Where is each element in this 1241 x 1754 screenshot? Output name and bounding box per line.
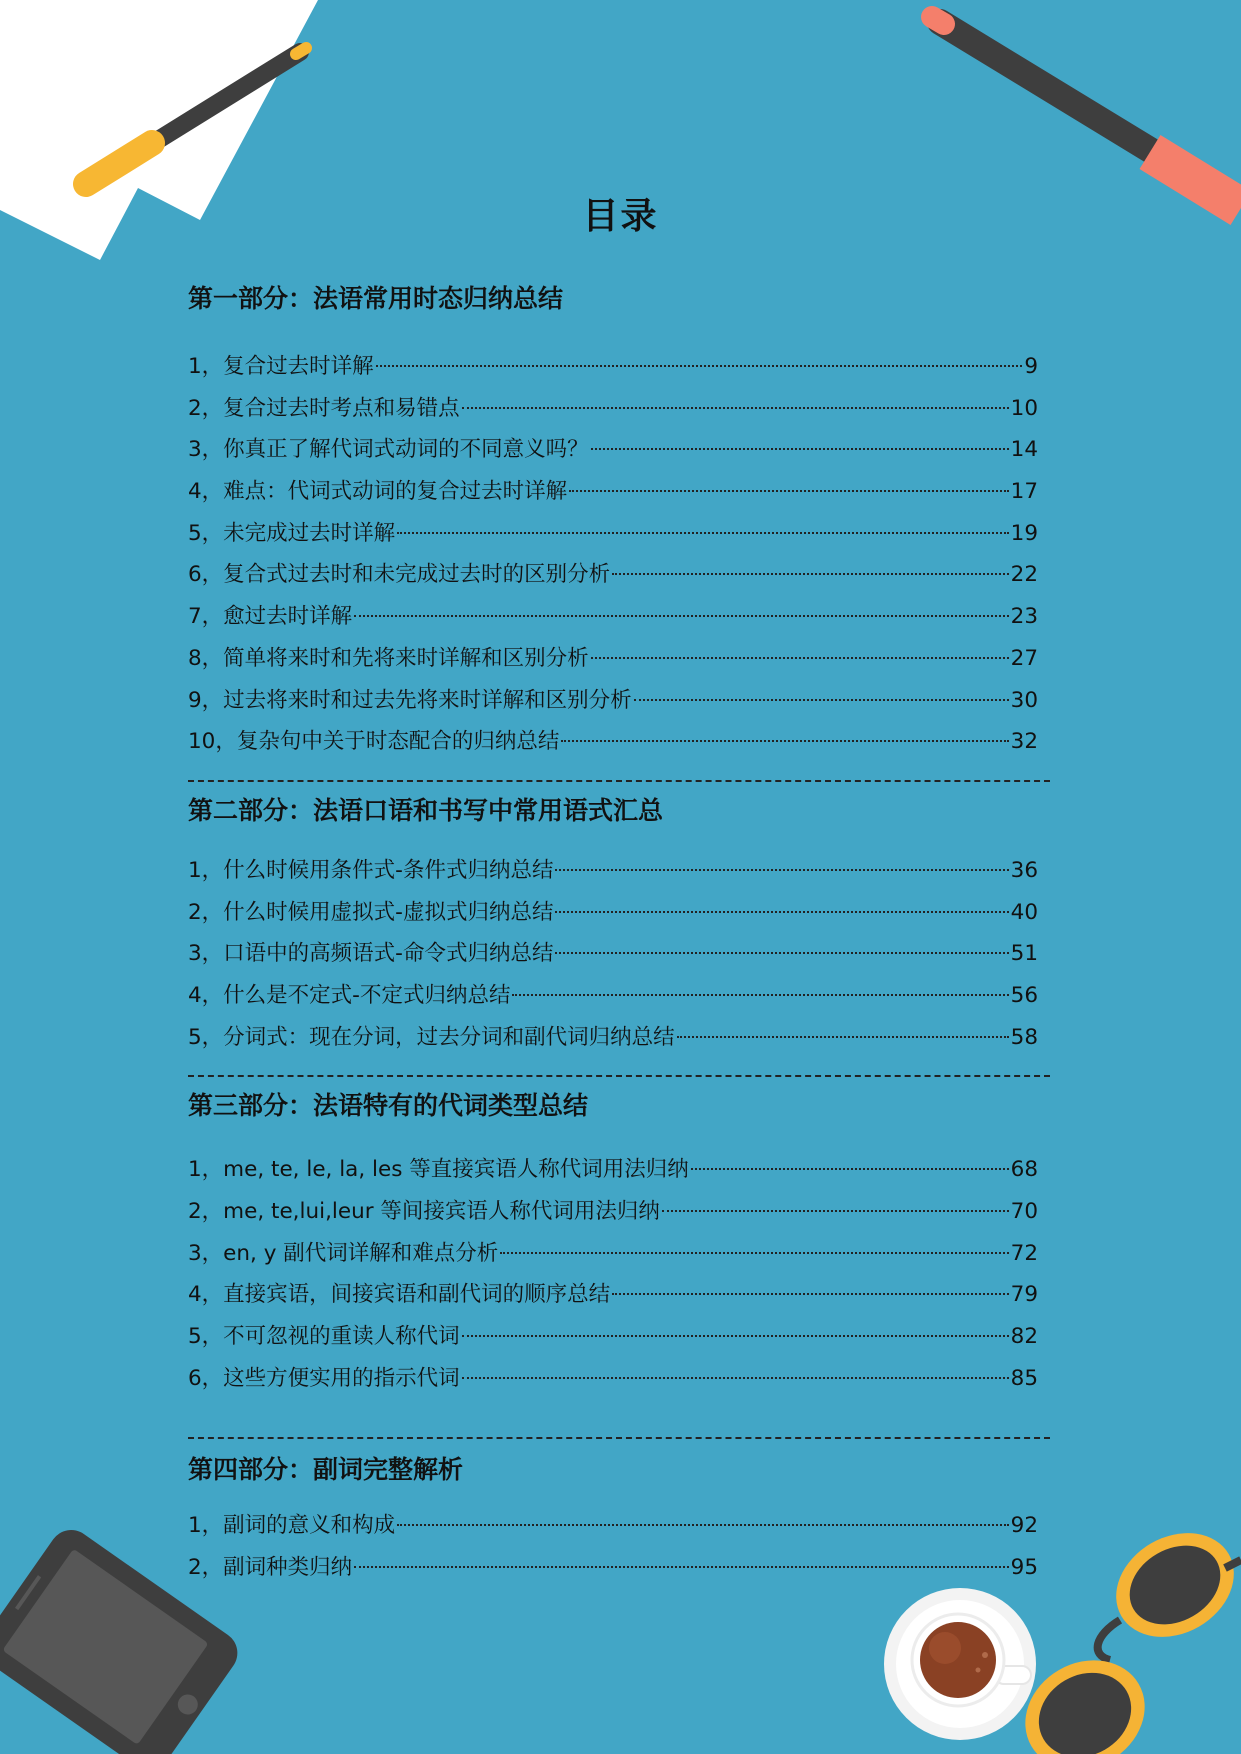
entry-title: 1，复合过去时详解: [188, 354, 374, 379]
dot-leader: [376, 365, 1023, 367]
entry-page-number: 36: [1010, 857, 1038, 883]
toc-entry[interactable]: [188, 596, 1038, 638]
entry-title: 10，复杂句中关于时态配合的归纳总结: [188, 729, 560, 755]
dot-leader: [555, 911, 1008, 913]
toc-entry[interactable]: [188, 1233, 1038, 1275]
entry-title: 6，复合式过去时和未完成过去时的区别分析: [188, 562, 611, 588]
dot-leader: [569, 490, 1008, 492]
entry-page-number: 79: [1010, 1282, 1038, 1308]
entry-page-number: 58: [1010, 1024, 1038, 1050]
dot-leader: [591, 657, 1009, 659]
entry-title: 1，什么时候用条件式-条件式归纳总结: [188, 857, 554, 883]
dot-leader: [561, 740, 1008, 742]
entry-page-number: 30: [1010, 687, 1038, 713]
toc-entry[interactable]: [188, 513, 1038, 555]
entry-title: 2，什么时候用虚拟式-虚拟式归纳总结: [188, 899, 554, 925]
toc-entry[interactable]: [188, 680, 1038, 722]
entry-page-number: 92: [1010, 1513, 1038, 1539]
entry-page-number: 95: [1010, 1555, 1038, 1581]
toc-entry[interactable]: [188, 850, 1038, 892]
dot-leader: [677, 1036, 1009, 1038]
entry-title: 2，副词种类归纳: [188, 1555, 353, 1581]
toc-entry[interactable]: [188, 388, 1038, 430]
entry-page-number: 68: [1010, 1157, 1038, 1183]
toc-entry[interactable]: [188, 1316, 1038, 1358]
toc-entry[interactable]: [188, 1017, 1038, 1059]
entry-page-number: 85: [1010, 1365, 1038, 1391]
entry-page-number: 17: [1010, 479, 1038, 505]
section-heading: 第四部分：副词完整解析: [188, 1455, 464, 1485]
red-marker-icon: [932, 17, 1241, 208]
toc-entry[interactable]: [188, 346, 1038, 388]
toc-entry[interactable]: [188, 471, 1038, 513]
toc-entry[interactable]: [188, 1191, 1038, 1233]
dot-leader: [462, 407, 1009, 409]
entry-title: 9，过去将来时和过去先将来时详解和区别分析: [188, 687, 632, 713]
entry-title: 6，这些方便实用的指示代词: [188, 1365, 460, 1391]
entry-page-number: 70: [1010, 1199, 1038, 1224]
entry-page-number: 40: [1010, 899, 1038, 925]
entry-title: 4，难点：代词式动词的复合过去时详解: [188, 479, 568, 505]
entry-title: 3，en, y 副代词详解和难点分析: [188, 1240, 499, 1266]
dot-leader: [691, 1168, 1009, 1170]
section-heading: 第三部分：法语特有的代词类型总结: [188, 1091, 589, 1121]
entry-page-number: 56: [1010, 982, 1038, 1008]
toc-entry[interactable]: [188, 429, 1038, 471]
entry-page-number: 9: [1024, 354, 1038, 379]
toc-entry[interactable]: [188, 554, 1038, 596]
entry-page-number: 22: [1010, 562, 1038, 588]
dot-leader: [354, 615, 1008, 617]
toc-entry[interactable]: [188, 1505, 1038, 1547]
dot-leader: [462, 1335, 1009, 1337]
entry-title: 8，简单将来时和先将来时详解和区别分析: [188, 645, 589, 671]
toc-entry[interactable]: [188, 638, 1038, 680]
dot-leader: [397, 1524, 1008, 1526]
section-1: [188, 280, 1050, 763]
entry-title: 4，直接宾语，间接宾语和副代词的顺序总结: [188, 1282, 611, 1308]
toc-entry[interactable]: [188, 1149, 1038, 1191]
dot-leader: [512, 994, 1008, 996]
dot-leader: [612, 573, 1008, 575]
toc-entry[interactable]: [188, 975, 1038, 1017]
entry-page-number: 19: [1010, 520, 1038, 546]
entry-title: 5，未完成过去时详解: [188, 520, 396, 546]
entry-title: 3，你真正了解代词式动词的不同意义吗？: [188, 437, 589, 463]
dot-leader: [634, 699, 1009, 701]
entry-title: 5，不可忽视的重读人称代词: [188, 1324, 460, 1350]
entry-title: 2，复合过去时考点和易错点: [188, 395, 460, 421]
entry-page-number: 32: [1010, 729, 1038, 755]
page-title: 目录: [582, 196, 659, 237]
toc-entry[interactable]: [188, 1274, 1038, 1316]
dot-leader: [591, 448, 1009, 450]
dot-leader: [354, 1566, 1008, 1568]
entry-title: 7，愈过去时详解: [188, 604, 353, 630]
toc-entry[interactable]: [188, 892, 1038, 934]
toc-entry[interactable]: [188, 1358, 1038, 1400]
toc-entry[interactable]: [188, 933, 1038, 975]
table-of-contents: [188, 280, 1050, 1589]
dot-leader: [555, 869, 1008, 871]
dot-leader: [397, 532, 1008, 534]
dot-leader: [500, 1252, 1008, 1254]
entry-title: 2，me, te,lui,leur 等间接宾语人称代词用法归纳: [188, 1199, 660, 1224]
section-3: [188, 1087, 1050, 1399]
entry-page-number: 51: [1010, 941, 1038, 967]
toc-entry[interactable]: [188, 721, 1038, 763]
section-4: [188, 1451, 1050, 1588]
entry-title: 4，什么是不定式-不定式归纳总结: [188, 982, 511, 1008]
section-heading: 第二部分：法语口语和书写中常用语式汇总: [188, 795, 664, 825]
entry-title: 3，口语中的高频语式-命令式归纳总结: [188, 941, 554, 967]
coffee-cup-icon: [884, 1588, 1036, 1740]
entry-title: 5，分词式：现在分词，过去分词和副代词归纳总结: [188, 1024, 675, 1050]
entry-page-number: 72: [1010, 1240, 1038, 1266]
entry-page-number: 27: [1010, 645, 1038, 671]
entry-page-number: 23: [1010, 604, 1038, 630]
dot-leader: [662, 1210, 1009, 1212]
entry-title: 1，副词的意义和构成: [188, 1513, 396, 1539]
entry-title: 1，me, te, le, la, les 等直接宾语人称代词用法归纳: [188, 1157, 689, 1183]
dot-leader: [462, 1377, 1009, 1379]
section-2: [188, 792, 1050, 1058]
dot-leader: [612, 1293, 1008, 1295]
section-heading: 第一部分：法语常用时态归纳总结: [188, 284, 564, 313]
entry-page-number: 10: [1010, 395, 1038, 421]
dot-leader: [555, 952, 1008, 954]
entry-page-number: 82: [1010, 1324, 1038, 1350]
entry-page-number: 14: [1010, 437, 1038, 463]
toc-entry[interactable]: [188, 1547, 1038, 1589]
